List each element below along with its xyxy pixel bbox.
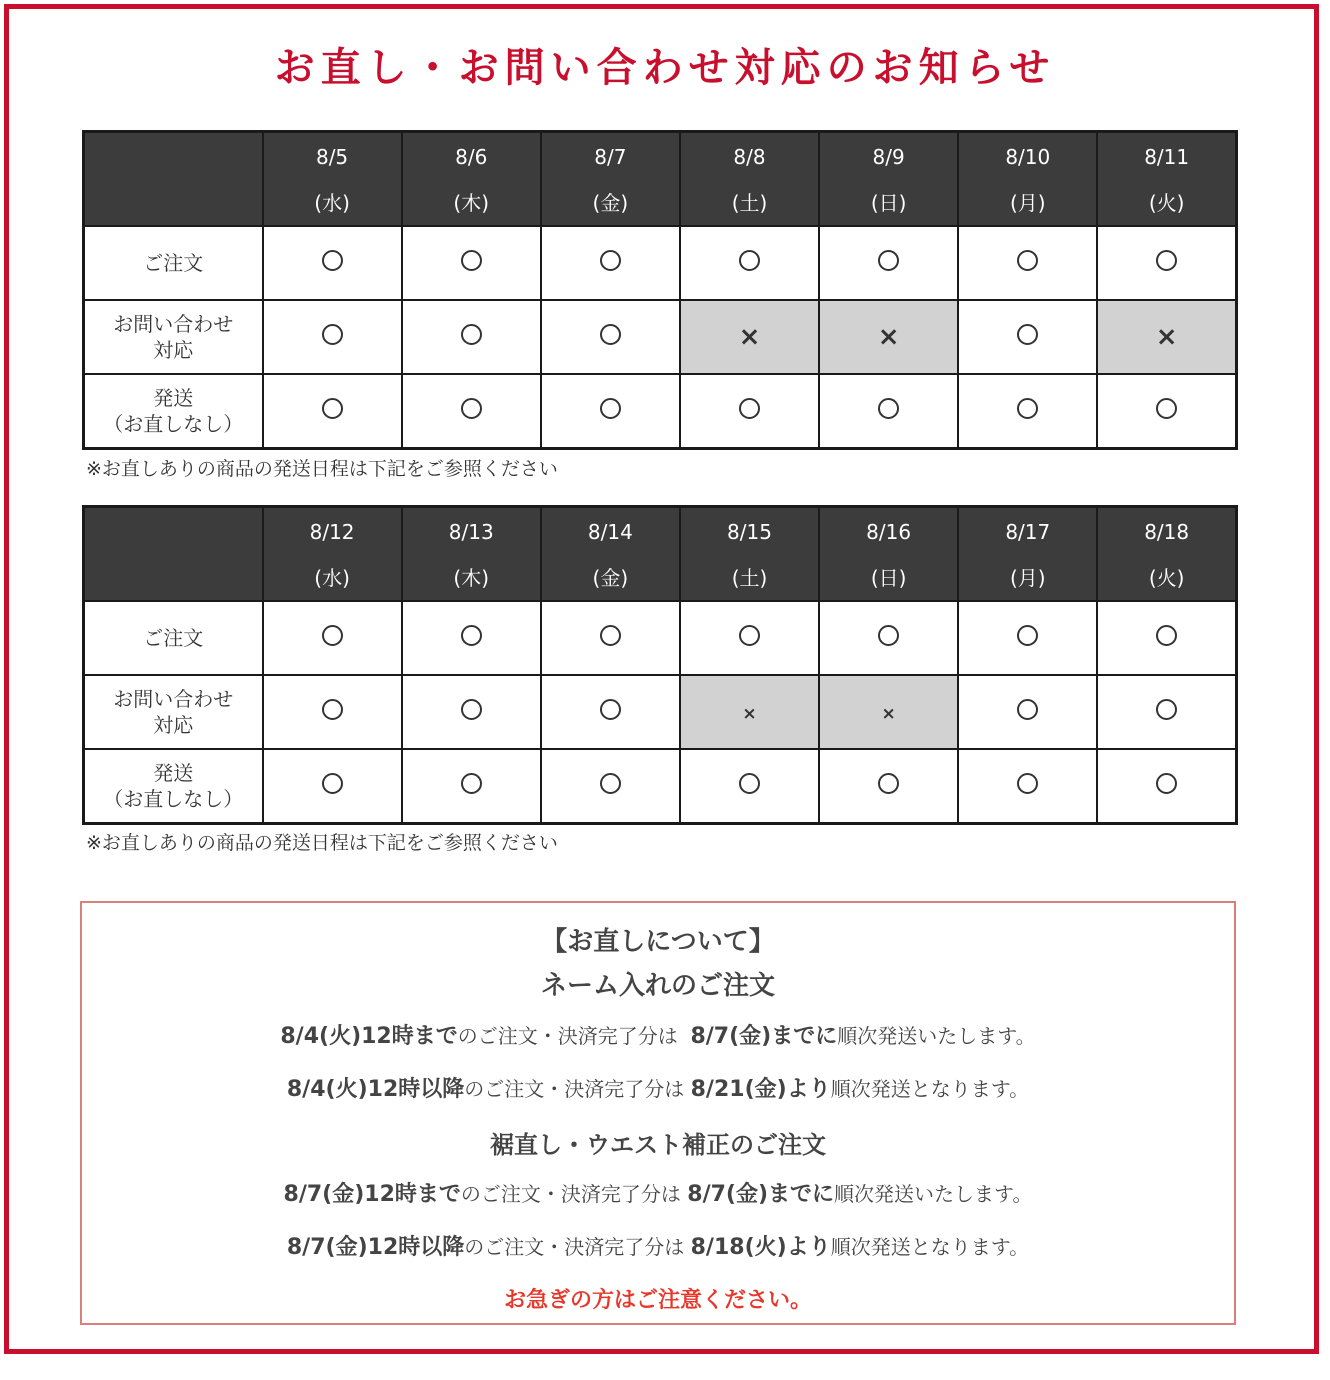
date-label: 8/9 xyxy=(872,145,905,169)
row-label-line: ご注文 xyxy=(143,251,204,275)
emphasis-text: 8/21(金)より xyxy=(690,1077,831,1102)
warning-text: お急ぎの方はご注意ください。 xyxy=(503,1288,812,1313)
status-cell xyxy=(402,675,541,749)
info-heading: 【お直しについて】 xyxy=(541,927,775,957)
status-cell xyxy=(541,601,680,675)
row-label-line: ご注文 xyxy=(143,626,204,650)
row-label-line: 対応 xyxy=(153,338,194,362)
inquiry-row xyxy=(84,675,1237,749)
weekday-label: (月) xyxy=(1009,566,1046,590)
date-label: 8/16 xyxy=(866,520,912,544)
day-header xyxy=(541,132,680,227)
schedule-line xyxy=(82,1072,1234,1103)
available-mark-icon xyxy=(1017,773,1038,794)
status-cell xyxy=(263,374,402,449)
row-label-line: 対応 xyxy=(153,713,194,737)
available-mark-icon xyxy=(1017,625,1038,646)
status-cell-closed xyxy=(819,675,958,749)
weekday-label: (日) xyxy=(870,191,907,215)
row-label xyxy=(84,374,263,449)
available-mark-icon xyxy=(600,324,621,345)
body-text: 順次発送いたします。 xyxy=(837,1024,1036,1048)
date-label: 8/7 xyxy=(594,145,627,169)
status-cell xyxy=(263,675,402,749)
table-note: ※お直しありの商品の発送日程は下記をご参照ください xyxy=(86,458,558,480)
available-mark-icon xyxy=(1156,625,1177,646)
schedule-table-2 xyxy=(82,505,1238,825)
weekday-label: (土) xyxy=(731,566,768,590)
body-text: のご注文・決済完了分は xyxy=(464,1235,685,1259)
day-header xyxy=(1097,132,1236,227)
status-cell xyxy=(541,300,680,374)
available-mark-icon xyxy=(461,625,482,646)
row-label xyxy=(84,601,263,675)
available-mark-icon xyxy=(739,625,760,646)
date-label: 8/12 xyxy=(309,520,355,544)
available-mark-icon xyxy=(739,250,760,271)
day-header xyxy=(958,507,1097,602)
body-text: 順次発送となります。 xyxy=(830,1077,1030,1101)
date-label: 8/15 xyxy=(727,520,772,544)
available-mark-icon xyxy=(1156,773,1177,794)
day-header xyxy=(402,132,541,227)
schedule-line xyxy=(82,1177,1234,1208)
available-mark-icon xyxy=(1017,398,1038,419)
weekday-label: (木) xyxy=(453,566,490,590)
date-label: 8/13 xyxy=(448,520,494,544)
available-mark-icon xyxy=(739,398,760,419)
available-mark-icon xyxy=(739,773,760,794)
available-mark-icon xyxy=(461,699,482,720)
unavailable-mark-icon: × xyxy=(742,704,757,724)
status-cell xyxy=(541,374,680,449)
available-mark-icon xyxy=(322,773,343,794)
unavailable-mark-icon: × xyxy=(881,704,896,724)
available-mark-icon xyxy=(461,773,482,794)
status-cell xyxy=(958,374,1097,449)
unavailable-mark-icon: × xyxy=(877,322,900,352)
corner-cell xyxy=(84,507,263,602)
available-mark-icon xyxy=(322,625,343,646)
available-mark-icon xyxy=(878,625,899,646)
status-cell xyxy=(958,226,1097,300)
emphasis-text: 8/7(金)までに xyxy=(690,1024,838,1049)
status-cell xyxy=(541,675,680,749)
day-header xyxy=(680,507,819,602)
date-label: 8/14 xyxy=(587,520,633,544)
status-cell xyxy=(680,601,819,675)
available-mark-icon xyxy=(322,250,343,271)
status-cell xyxy=(680,749,819,824)
schedule-table-1 xyxy=(82,130,1238,450)
weekday-label: (金) xyxy=(592,566,629,590)
body-text: のご注文・決済完了分は xyxy=(464,1077,685,1101)
row-label xyxy=(84,749,263,824)
emphasis-text: 8/7(金)12時以降 xyxy=(286,1235,465,1260)
weekday-label: (金) xyxy=(592,191,629,215)
status-cell xyxy=(263,601,402,675)
status-cell xyxy=(819,226,958,300)
date-label: 8/18 xyxy=(1144,520,1190,544)
date-label: 8/6 xyxy=(455,145,488,169)
order-row xyxy=(84,601,1237,675)
day-header xyxy=(541,507,680,602)
body-text: 順次発送となります。 xyxy=(830,1235,1030,1259)
name-embroidery-title: ネーム入れのご注文 xyxy=(540,971,775,1001)
available-mark-icon xyxy=(322,699,343,720)
weekday-label: (月) xyxy=(1009,191,1046,215)
status-cell xyxy=(680,226,819,300)
body-text: のご注文・決済完了分は xyxy=(460,1182,681,1206)
emphasis-text: 8/7(金)までに xyxy=(687,1182,835,1207)
weekday-label: (土) xyxy=(731,191,768,215)
status-cell-closed xyxy=(680,300,819,374)
available-mark-icon xyxy=(600,699,621,720)
body-text: のご注文・決済完了分は xyxy=(457,1024,678,1048)
status-cell xyxy=(541,749,680,824)
status-cell xyxy=(958,675,1097,749)
row-label-line: 発送 xyxy=(153,761,194,785)
table-note: ※お直しありの商品の発送日程は下記をご参照ください xyxy=(86,832,558,854)
schedule-line xyxy=(82,1019,1234,1050)
day-header xyxy=(680,132,819,227)
row-label xyxy=(84,300,263,374)
available-mark-icon xyxy=(600,625,621,646)
header-row xyxy=(84,507,1237,602)
day-header xyxy=(819,132,958,227)
weekday-label: (木) xyxy=(453,191,490,215)
inquiry-row xyxy=(84,300,1237,374)
status-cell xyxy=(1097,601,1236,675)
emphasis-text: 8/7(金)12時まで xyxy=(283,1182,461,1207)
available-mark-icon xyxy=(1156,250,1177,271)
corner-cell xyxy=(84,132,263,227)
emphasis-text: 8/4(火)12時まで xyxy=(280,1024,458,1049)
weekday-label: (水) xyxy=(314,191,350,215)
available-mark-icon xyxy=(1017,324,1038,345)
status-cell xyxy=(1097,226,1236,300)
row-label-line: 発送 xyxy=(153,386,194,410)
emphasis-text: 8/18(火)より xyxy=(690,1235,831,1260)
row-label-line: お問い合わせ xyxy=(113,687,234,711)
row-label xyxy=(84,675,263,749)
status-cell xyxy=(1097,675,1236,749)
date-label: 8/10 xyxy=(1005,145,1051,169)
hem-waist-title: 裾直し・ウエスト補正のご注文 xyxy=(490,1131,826,1159)
day-header xyxy=(263,132,402,227)
status-cell-closed xyxy=(680,675,819,749)
status-cell xyxy=(958,300,1097,374)
status-cell xyxy=(541,226,680,300)
row-label xyxy=(84,226,263,300)
available-mark-icon xyxy=(322,398,343,419)
status-cell xyxy=(402,300,541,374)
status-cell xyxy=(263,300,402,374)
status-cell xyxy=(402,226,541,300)
available-mark-icon xyxy=(600,250,621,271)
available-mark-icon xyxy=(1156,398,1177,419)
status-cell xyxy=(263,226,402,300)
row-label-line: （お直しなし） xyxy=(103,412,244,436)
day-header xyxy=(402,507,541,602)
shipping-row xyxy=(84,749,1237,824)
status-cell xyxy=(402,601,541,675)
status-cell xyxy=(680,374,819,449)
status-cell xyxy=(958,601,1097,675)
available-mark-icon xyxy=(600,773,621,794)
day-header xyxy=(958,132,1097,227)
weekday-label: (水) xyxy=(314,566,350,590)
status-cell xyxy=(819,601,958,675)
available-mark-icon xyxy=(878,250,899,271)
day-header xyxy=(819,507,958,602)
status-cell xyxy=(1097,749,1236,824)
header-row xyxy=(84,132,1237,227)
unavailable-mark-icon: × xyxy=(738,322,761,352)
day-header xyxy=(1097,507,1236,602)
weekday-label: (火) xyxy=(1148,566,1185,590)
order-row xyxy=(84,226,1237,300)
available-mark-icon xyxy=(1156,699,1177,720)
available-mark-icon xyxy=(1017,250,1038,271)
available-mark-icon xyxy=(461,324,482,345)
date-label: 8/8 xyxy=(733,145,766,169)
day-header xyxy=(263,507,402,602)
available-mark-icon xyxy=(878,398,899,419)
date-label: 8/11 xyxy=(1144,145,1190,169)
available-mark-icon xyxy=(461,398,482,419)
body-text: 順次発送いたします。 xyxy=(834,1182,1033,1206)
status-cell xyxy=(402,374,541,449)
schedule-line xyxy=(82,1230,1234,1261)
weekday-label: (日) xyxy=(870,566,907,590)
status-cell-closed xyxy=(819,300,958,374)
date-label: 8/17 xyxy=(1005,520,1051,544)
available-mark-icon xyxy=(322,324,343,345)
page-title: お直し・お問い合わせ対応のお知らせ xyxy=(274,45,1056,91)
row-label-line: お問い合わせ xyxy=(113,312,234,336)
status-cell xyxy=(263,749,402,824)
available-mark-icon xyxy=(600,398,621,419)
row-label-line: （お直しなし） xyxy=(103,787,244,811)
available-mark-icon xyxy=(878,773,899,794)
unavailable-mark-icon: × xyxy=(1155,322,1178,352)
available-mark-icon xyxy=(461,250,482,271)
status-cell xyxy=(819,374,958,449)
status-cell xyxy=(958,749,1097,824)
alterations-info-box xyxy=(80,901,1236,1325)
status-cell xyxy=(819,749,958,824)
status-cell-closed xyxy=(1097,300,1236,374)
shipping-row xyxy=(84,374,1237,449)
status-cell xyxy=(402,749,541,824)
status-cell xyxy=(1097,374,1236,449)
weekday-label: (火) xyxy=(1148,191,1185,215)
emphasis-text: 8/4(火)12時以降 xyxy=(286,1077,465,1102)
date-label: 8/5 xyxy=(315,145,349,169)
available-mark-icon xyxy=(1017,699,1038,720)
